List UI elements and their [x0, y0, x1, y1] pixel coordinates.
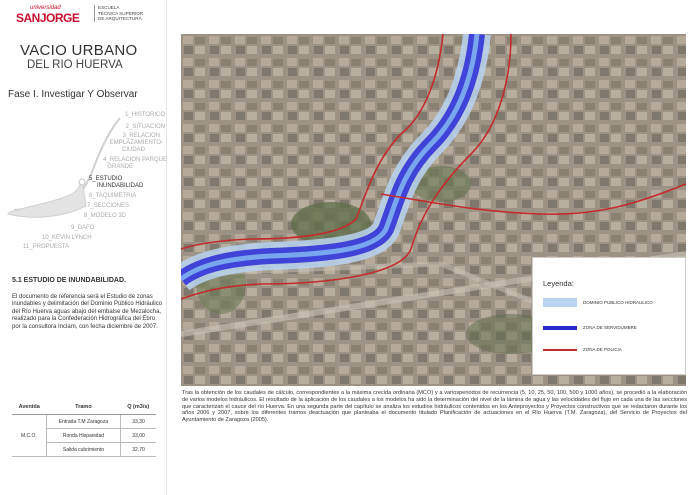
section-body: El documento de referencia será el Estudio de zonas inundables y delimitación del Dominio Público Hidráulico del Río Huerva aguas abajo del embalse de Mezalocha, realizado para la Confederación Hidrográfica del Ebro por la consultora Inclam, con fecha diciembre de 2007. [12, 294, 163, 330]
legend-swatch-policia [543, 349, 577, 351]
logo-school-line: TÉCNICA SUPERIOR [98, 10, 144, 16]
table-cell-q: 33,30 [121, 415, 156, 429]
table-header-row [12, 400, 156, 415]
logo-school-line: ESCUELA [98, 5, 120, 10]
index-item-estudio-2: INUNDABILIDAD [97, 183, 144, 189]
table-cell-q: 33,00 [121, 429, 156, 443]
index-item-kevin-lynch: 10_KEVIN LYNCH [42, 235, 92, 241]
table-header: Q (m3/s) [121, 400, 156, 415]
legend-label-servidumbre: ZONA DE SERVIDUMBRE [583, 325, 637, 330]
index-item-propuesta: 11_PROPUESTA [23, 244, 70, 250]
phase-heading: Fase I. Investigar Y Observar [8, 89, 138, 100]
index-item-relacion-2: EMPLAZAMIENTO- [109, 140, 163, 146]
index-item-parque-2: GRANDE [107, 164, 133, 170]
table-cell-tramo: Entrada T.M Zaragoza [46, 415, 120, 429]
logo-university-text: universidad [30, 5, 61, 11]
map-caption: Tras la obtención de los caudales de cálculo, correspondientes a la máxima crecida ordinaria (MCO) y a variosperiodos de recurrencia (5, 10, 25, 50, 100, 500 y 1000 años), se procedió a la elaboración de varios modelos hidráulicos. El resultado de la aplicación de los caudales a los modelos ha sido la determinación del nivel de la lámina de agua y las velocidades del flujo en cada una de las secciones que caracterizan el cauce del río Huerva. En una segunda parte del capítulo se analiza los estudios hidráulicos contenidos en los Anteproyectos y Proyectos constructivos que se redactaron durante los años 2006 y 2007, sobre los diferentes tramos deactuación que planteaba el documento titulado Planificación de actuaciones en el Río Huerva (T.M. Zaragoza), del Servicio de Proyectos del Ayuntamiento de Zaragoza (2005). [182, 390, 687, 424]
legend-swatch-dominio [543, 298, 577, 307]
logo-school [94, 5, 158, 22]
legend-swatch-servidumbre [543, 326, 577, 330]
university-logo [8, 4, 158, 26]
index-item-secciones: 7_SECCIONES [87, 203, 130, 209]
index-item-taquimetria: 6_TAQUIMETRIA [89, 193, 137, 199]
table-cell-tramo: Salida cubrimiento [46, 443, 120, 457]
index-item-historico: 1_HISTORICO [125, 112, 165, 118]
table-cell-tramo: Ronda Hispanidad [46, 429, 120, 443]
legend-label-dominio: DOMINIO PUBLICO HIDRAULICO [583, 300, 653, 305]
logo-name: SANJORGE [16, 11, 80, 25]
table-cell-avenida: M.C.O. [12, 415, 46, 457]
index-item-estudio: 5_ESTUDIO [89, 176, 123, 182]
index-item-dafo: 9_DAFO [71, 225, 95, 231]
page-subtitle: DEL RIO HUERVA [27, 59, 123, 71]
table-cell-q: 32,70 [121, 443, 156, 457]
index-item-situacion: 2_SITUACION [125, 124, 165, 130]
index-item-relacion-3: CIUDAD [121, 147, 145, 153]
section-title: 5.1 ESTUDIO DE INUNDABILIDAD. [12, 277, 126, 284]
legend-title: Leyenda: [543, 279, 574, 288]
table-header: Tramo [46, 400, 120, 415]
index-item-parque: 4_RELACION PARQUE [103, 157, 167, 163]
index-item-modelo: 8_MODELO 3D [84, 213, 127, 219]
logo-school-line: DE ARQUITECTURA [98, 16, 142, 22]
flow-table [12, 400, 156, 457]
legend-label-policia: ZONA DE POLICIA [583, 347, 622, 352]
index-item-relacion: 3_RELACION [122, 133, 160, 139]
page-title: VACIO URBANO [20, 42, 138, 59]
table-header: Avenida [12, 400, 46, 415]
table-row [12, 415, 156, 429]
map-legend [532, 257, 686, 375]
